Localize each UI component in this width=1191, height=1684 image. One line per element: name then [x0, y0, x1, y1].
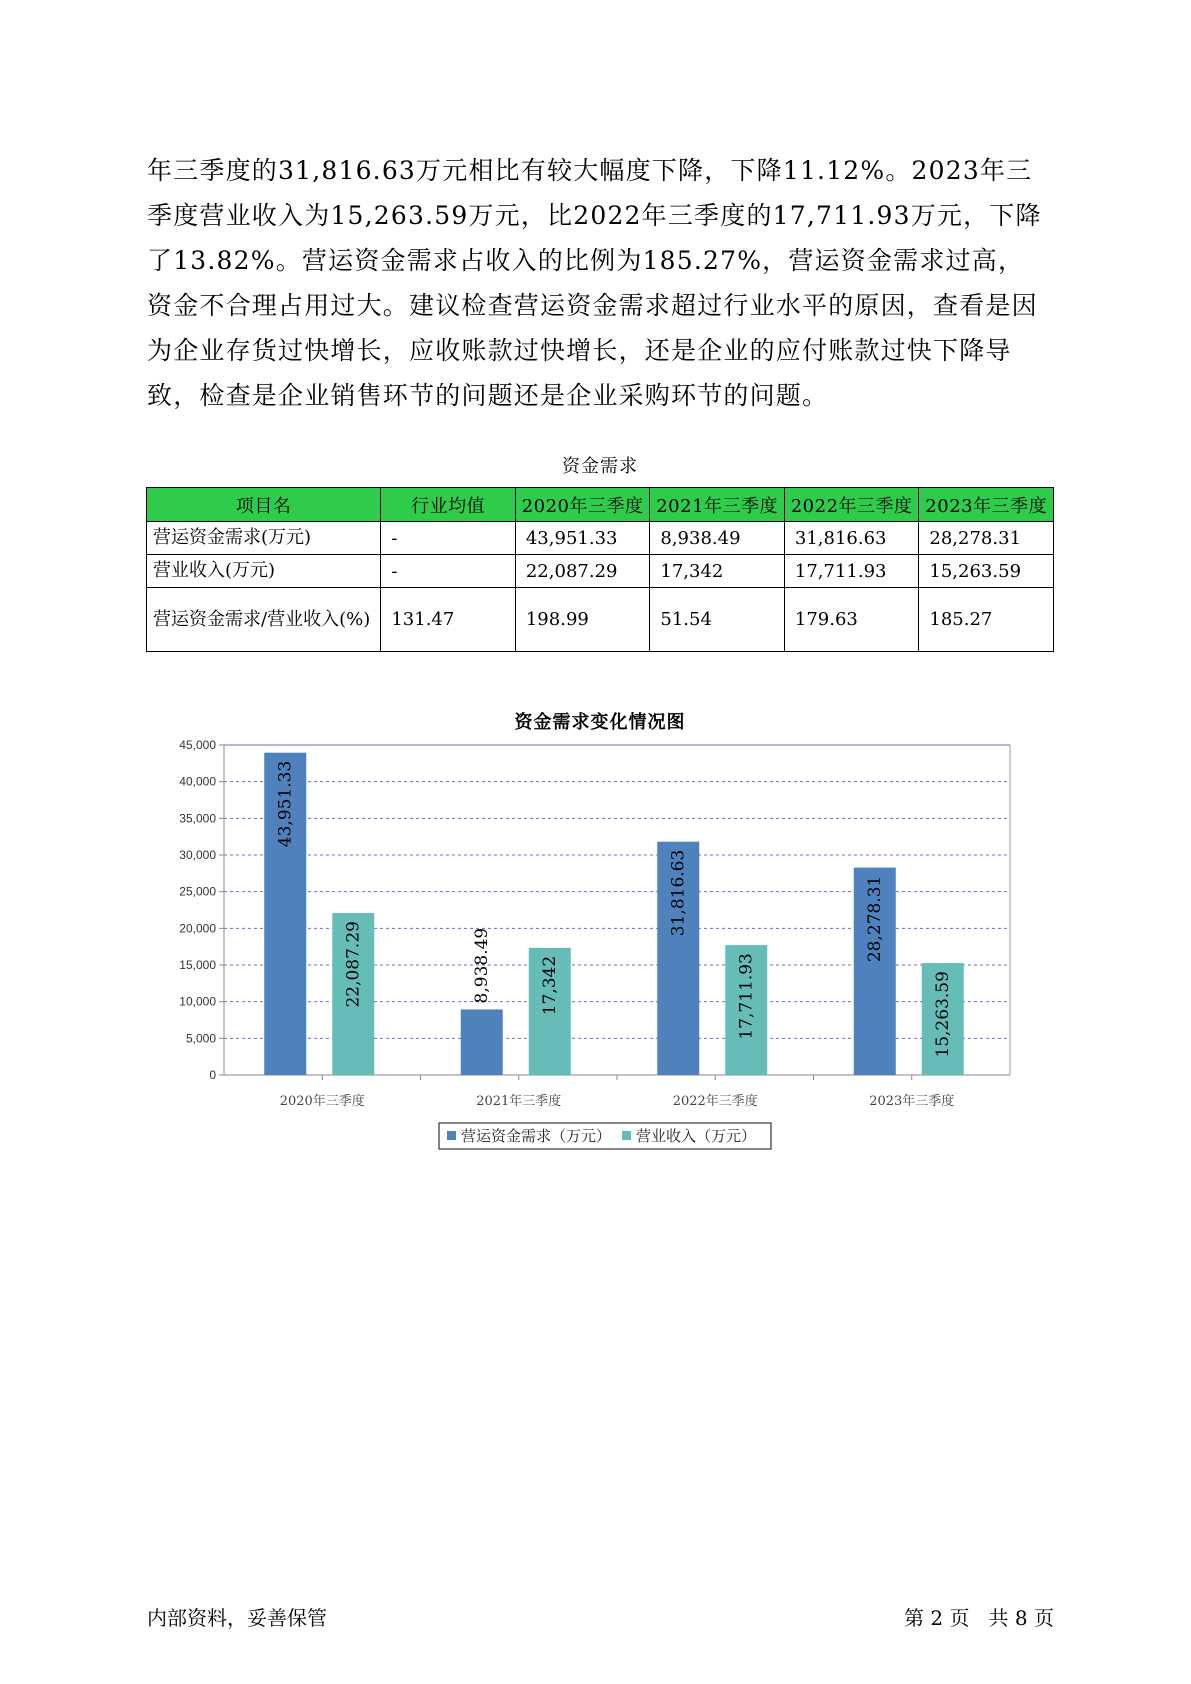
table-cell: 15,263.59: [919, 555, 1054, 588]
table-cell: 17,342: [650, 555, 785, 588]
table-cell: -: [381, 555, 516, 588]
table-row: [147, 522, 1054, 555]
table-header-cell: 项目名: [147, 488, 381, 522]
table-cell: 营业收入(万元): [147, 555, 381, 588]
table-cell: 131.47: [381, 588, 516, 652]
chart-title: 资金需求变化情况图: [514, 712, 686, 733]
legend-entry: 营运资金需求（万元）: [461, 1127, 612, 1145]
x-tick-label: 2020年三季度: [279, 1094, 365, 1109]
y-tick-label: 5,000: [185, 1031, 216, 1046]
table-header-cell: 2023年三季度: [919, 488, 1054, 522]
table-row: [147, 555, 1054, 588]
y-tick-label: 45,000: [179, 738, 216, 752]
y-tick-label: 35,000: [179, 811, 216, 826]
table-cell: 31,816.63: [784, 522, 919, 555]
table-cell: 51.54: [650, 588, 785, 652]
bar: [461, 1009, 503, 1075]
y-tick-label: 30,000: [179, 848, 216, 862]
bar-data-label: 8,938.49: [471, 927, 492, 1004]
y-tick-label: 25,000: [179, 884, 216, 899]
table-cell: 22,087.29: [515, 555, 650, 588]
table-cell: 179.63: [784, 588, 919, 652]
capital-demand-table: [146, 487, 1054, 652]
table-cell: 28,278.31: [919, 522, 1054, 555]
table-cell: -: [381, 522, 516, 555]
table-cell: 17,711.93: [784, 555, 919, 588]
y-tick-label: 10,000: [179, 994, 216, 1009]
table-cell: 43,951.33: [515, 522, 650, 555]
legend-entry: 营业收入（万元）: [636, 1127, 757, 1145]
capital-demand-bar-chart: [150, 735, 1030, 1155]
table-cell: 8,938.49: [650, 522, 785, 555]
bar-data-label: 15,263.59: [932, 971, 953, 1058]
legend-swatch: [622, 1131, 631, 1140]
y-tick-label: 15,000: [179, 958, 216, 972]
table-cell: 营运资金需求(万元): [147, 522, 381, 555]
x-tick-label: 2021年三季度: [476, 1094, 562, 1109]
bar-data-label: 31,816.63: [668, 849, 689, 937]
table-cell: 营运资金需求/营业收入(%): [147, 588, 381, 652]
bar-data-label: 22,087.29: [343, 921, 364, 1008]
table-header-row: [147, 488, 1054, 522]
table-cell: 198.99: [515, 588, 650, 652]
footer-confidential-note: 内部资料，妥善保管: [147, 1606, 327, 1630]
y-tick-label: 40,000: [179, 774, 216, 789]
x-tick-label: 2023年三季度: [869, 1094, 955, 1109]
table-header-cell: 2021年三季度: [650, 488, 785, 522]
table-header-cell: 行业均值: [381, 488, 516, 522]
bar-data-label: 17,711.93: [736, 953, 757, 1040]
y-tick-label: 0: [209, 1068, 216, 1082]
body-paragraph: 年三季度的31,816.63万元相比有较大幅度下降，下降11.12%。2023年三季度营业收入为15,263.59万元，比2022年三季度的17,711.93万元，下降了13.82%。营运资金需求占收入的比例为185.27%，营运资金需求过高，资金不合理占用过大。建议检查营运资金需求超过行业水平的原因，查看是因为企业存货过快增长，应收账款过快增长，还是企业的应付账款过快下降导致，检查是企业销售环节的问题还是企业采购环节的问题。: [147, 156, 1042, 410]
bar-data-label: 17,342: [539, 955, 560, 1016]
y-tick-label: 20,000: [179, 921, 216, 936]
table-row: [147, 588, 1054, 652]
table-caption: 资金需求: [562, 456, 638, 477]
table-cell: 185.27: [919, 588, 1054, 652]
bar-data-label: 43,951.33: [275, 760, 296, 848]
footer-page-number: 第 2 页 共 8 页: [904, 1606, 1054, 1630]
legend-swatch: [447, 1131, 456, 1140]
table-header-cell: 2022年三季度: [784, 488, 919, 522]
bar-data-label: 28,278.31: [864, 875, 885, 963]
x-tick-label: 2022年三季度: [672, 1094, 758, 1109]
table-header-cell: 2020年三季度: [515, 488, 650, 522]
